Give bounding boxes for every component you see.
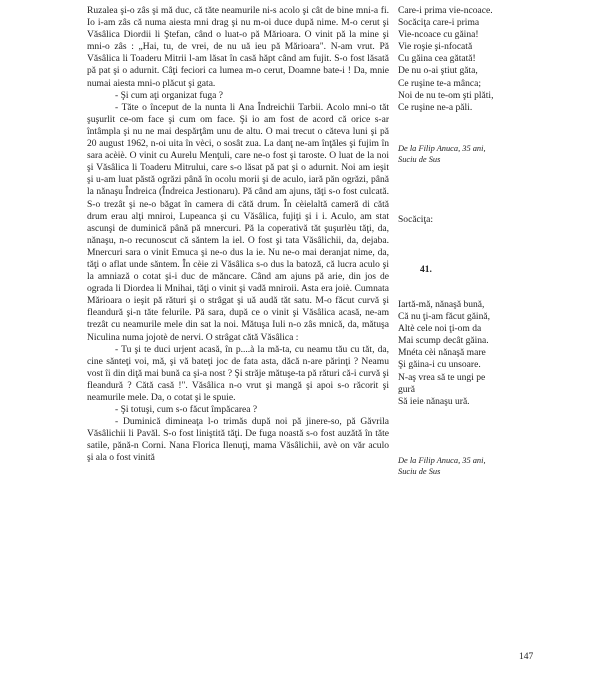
paragraph-4: - Duminică dimineaţa l-o trimăs după noi pă jinere-so, pă Găvrila Văsâlichii li Pavăl. S-o fost liniştită tăţi. De fuga noastă s-o fost auzătă în tăte satile, pănă-n Corni. Nana Florica Ilenuţi, mama Văsâlichii, avè on văr aculo şi ala o fost vinită: [87, 416, 389, 464]
poem-line: Şi găina-i cu unsoare.: [398, 359, 481, 371]
poem-line: Mnéta cèi nănaşă mare: [398, 347, 486, 359]
poem-line: Vie-ncoace cu găina!: [398, 29, 479, 41]
paragraph-2: - Tăte o început de la nunta li Ana Îndreichii Tarbii. Acolo mni-o tăt şuşurlit ce-om face şi cum om face. Şi io am fost de acord că orice s-ar întâmpla şi nu ne mai despărţâm unu de altu. O mai trecut o căteva luni şi pă 20 august 1962, n-oi uita în vèci, o sosât zua. La danţ ne-am înţăles şi fujim în sara acèiè. O vinit cu Aurelu Menţuli, care ne-o fost şi taroste. O luat de la noi şi Văsâlica li Toaderu Mitrului, care s-o lăsat pă pat şi o adurnit. Noi am ieşit şi u-am luat păstă ogrăzi până în ocolu morii şi de aculo, iară păn ogrăzi, până la nănaşu Îndreica (Îndreica Jestionaru). Pă când am ajuns, tăţi s-o fost culcată. S-o trezât şi ne-o băgat în camera di cătă drum. În cèielaltă cameră di cătă drum erau alţi mniroi, Lupeanca şi cu Văsâlica, fujiţi şi i i. Aculo, am stat ascunşi de duminică până pă mnercuri. Pă la coperativă tăt şuşurlèu tăţi, da, nănaşu, n-o recunoscut că săntem la iel. O fost şi tata Văsâlichii, da, dejaba. Mnercuri sara o vinit Emuca şi ne-o dus la ie. Nu ne-o mai deranjat nime, da, tăţi o aflat unde săntem. În cèie zi Văsâlica s-o dus la batoză, că lucra aculo şi la amniază o cotat şi-i duc de măncare. Când am ajuns pă arie, din jos de ograda li Diordea li Mnihai, tăţi o vinit şi vadă mniroii. Asta era joiè. Cumnata Mărioara o ieşit pă rături şi o strâgat şi uă audă tăt satu. M-o făcut curvă şi fleandură şi-n tăte felurile. Pă sara, după ce o vinit şi Văsâlica acasă, ne-am trezât cu neamurile mele din sat la noi. Mătuşa Iuli n-o zâs mnică, da, mătuşa Niculina numa jojotè de nervi. O strâgat cătă Văsâlica :: [87, 101, 389, 343]
poem-line: Ce ruşine te-a mânca;: [398, 77, 481, 89]
poem-line: Cu găina cea gătată!: [398, 53, 476, 65]
paragraph-3: - Tu şi te duci urjent acasă, în p....à la mă-ta, cu neamu tău cu tăt, da, cine sănteţi voi, mă, şi vă bateţi joc de fata asta, dăcă n-are părinţi ? Neamu vost îi din diţă mai bună ca şi-a nost ? Şi străje mătuşe-ta pă rături că-i curvă şi fleandură ? Cătă casă !". Văsâlica n-o vrut şi mangă şi apoi s-o răcorit şi neamurile mele. Da, o cotat şi le spuie.: [87, 343, 389, 403]
question-1: - Şi cum aţi organizat fuga ?: [115, 89, 223, 101]
poem-number: 41.: [420, 264, 432, 275]
poem-line: Care-i prima vie-ncoace.: [398, 5, 493, 16]
source-citation-2: [398, 455, 538, 477]
source-line: De la Filip Anuca, 35 ani,: [398, 144, 486, 153]
poem-line: De nu o-ai ştiut găta,: [398, 65, 478, 77]
page-number: 147: [519, 651, 534, 662]
main-text-column: [87, 5, 389, 465]
question-2: - Şi totuşi, cum s-o făcut împăcarea ?: [115, 404, 258, 416]
poem-line: Altè cele noi ţi-om da: [398, 323, 482, 335]
section-label: Socăciţa:: [398, 214, 433, 225]
poem-line: Socăciţa care-i prima: [398, 17, 480, 29]
source-line: De la Filip Anuca, 35 ani,: [398, 456, 486, 465]
source-citation-1: [398, 143, 538, 165]
poem-line: N-aş vrea să te ungi pe: [398, 371, 486, 383]
source-line: Suciu de Sus: [398, 467, 441, 476]
poem-line: Iartă-mă, nănaşă bună,: [398, 299, 485, 310]
poem-line: Ce ruşine ne-a păli.: [398, 101, 473, 113]
poem-1: [398, 5, 543, 114]
paragraph-1: Ruzalea şi-o zâs şi mă duc, că tăte neamurile ni-s acolo şi cât de bine mni-a fi. Io i-am zâs că numa aiesta mni drag şi nu m-oi duce după nime. M-o cerut şi Văsâlica Diordii li Ştefan, când o luat-o pă Mărioara. O vinit pă la mine şi mni-o zâs : „Hai, tu, de vrei, de nu uă ieu pă Mărioara". N-am vrut. Pă Văsâlica li Toaderu Mitrii l-am lăsat în casă hăpt când am fujit. S-o fost lăsată pă pat şi o adurnit. Câţi feciori ca lumea m-o cerut, Doamne bate-i ! Da, mnie numai aiesta mni-o plăcut şi gata.: [87, 5, 389, 89]
poem-line: Noi de nu te-om şti plăti,: [398, 89, 494, 101]
poem-line: Că nu ţi-am făcut găină,: [398, 311, 490, 323]
poem-line: Să ieie nănaşu ură.: [398, 395, 470, 407]
poem-line: Mai scump decât găina.: [398, 335, 489, 347]
poem-line: Vie roşie şi-nfocată: [398, 41, 473, 53]
poem-line: gură: [398, 383, 415, 395]
poem-2: [398, 299, 543, 408]
source-line: Suciu de Sus: [398, 155, 441, 164]
